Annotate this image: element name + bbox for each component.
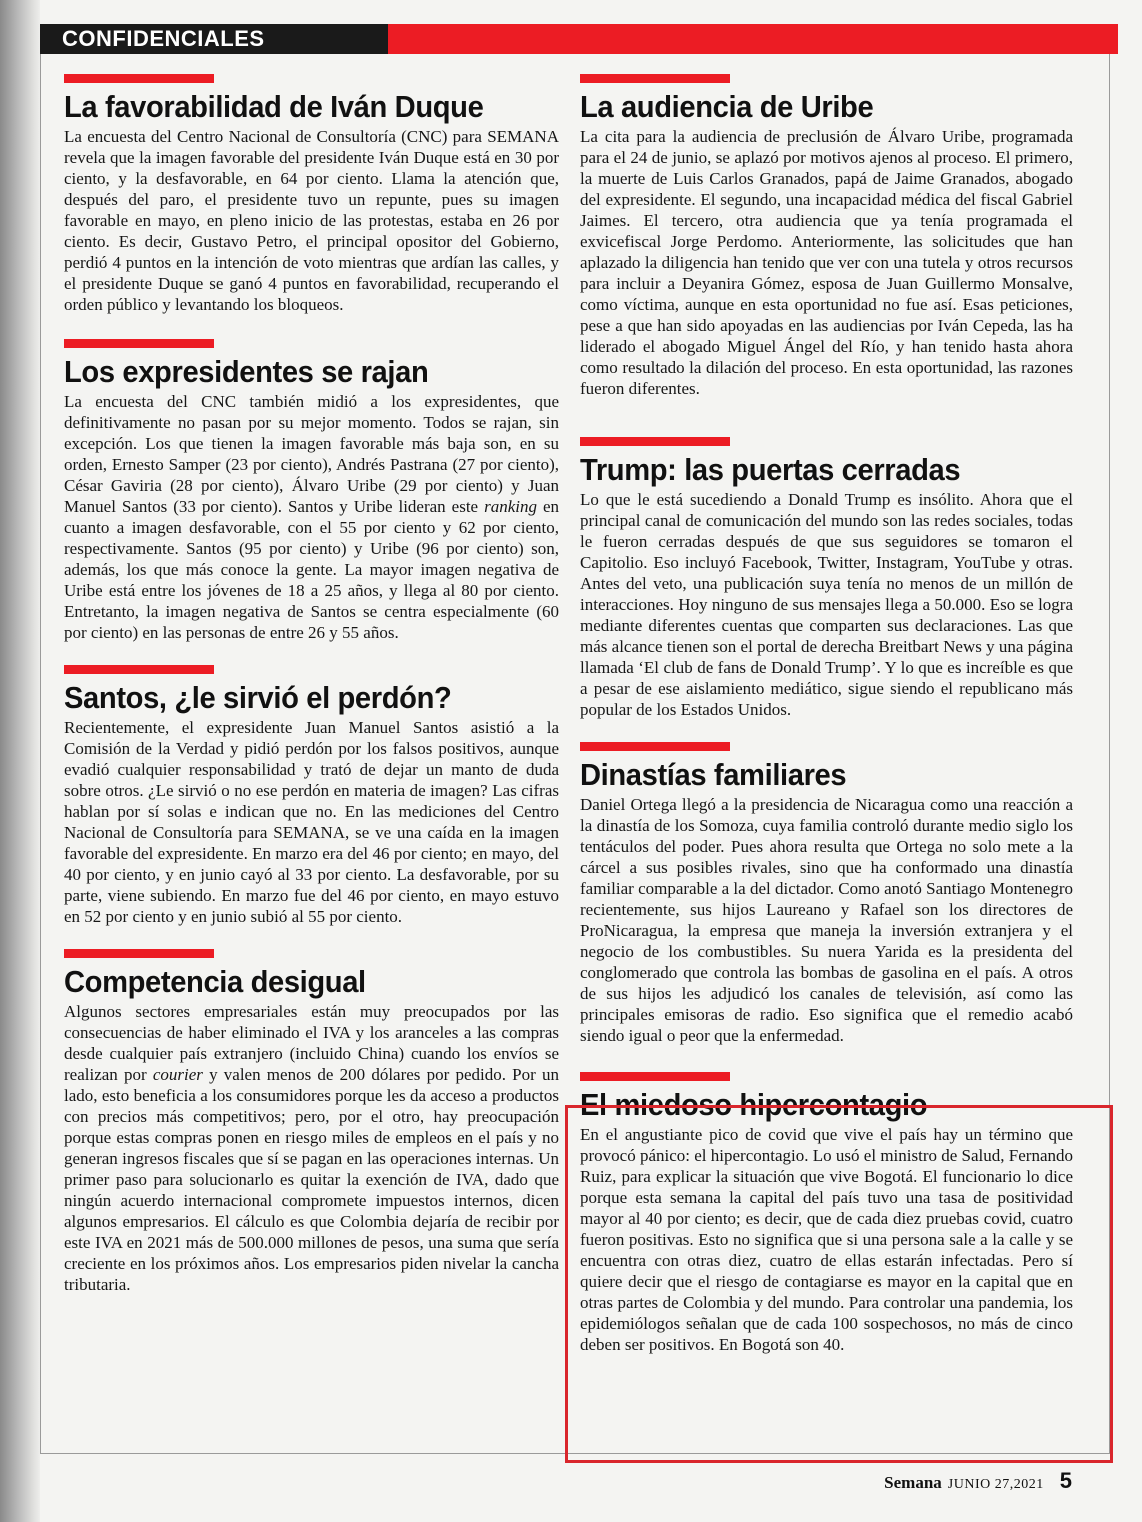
- article-competencia-desigual: [64, 949, 559, 1295]
- article-title: Dinastías familiares: [580, 757, 847, 792]
- article-body-text: Algunos sectores empresariales están muy preocupados por las consecuencias de haber eliminado el IVA y los aranceles a las compras desde cualquier país extranjero (incluido China) cuando los envíos se realizan por: [64, 1002, 559, 1084]
- page-number: 5: [1059, 1468, 1072, 1493]
- article-title: El miedoso hipercontagio: [580, 1087, 928, 1122]
- article-red-bar: [64, 74, 214, 83]
- article-title: Santos, ¿le sirvió el perdón?: [64, 680, 452, 715]
- article-body: [64, 391, 559, 643]
- article-dinastias: [580, 742, 1073, 1046]
- article-title: La audiencia de Uribe: [580, 89, 874, 124]
- issue-date: JUNIO 27,2021: [947, 1477, 1044, 1492]
- article-body: La cita para la audiencia de preclusión de Álvaro Uribe, programada para el 24 de junio, se aplazó por motivos ajenos al proceso. El primero, la muerte de Luis Carlos Granados, papá de Jaime Granados, abogado del expresidente. El segundo, una incapacidad médica del fiscal Gabriel Jaimes. El tercero, otra audiencia que ya tenía programada el exvicefiscal Jorge Perdomo. Anteriormente, las solicitudes que han aplazado la diligencia han tenido que ver con una tutela y otros recursos para incluir a Deyanira Gómez, esposa de Juan Guillermo Monsalve, como víctima, aunque en esta oportunidad no fue así. Esas peticiones, pese a que han sido apoyadas en las audiencias por Iván Cepeda, las ha liderado el abogado Miguel Ángel del Río, y han tenido hasta ahora como resultado la dilación del proceso. En esta oportunidad, las razones fueron diferentes.: [580, 127, 1073, 398]
- article-body: Lo que le está sucediendo a Donald Trump es insólito. Ahora que el principal canal de comunicación del mundo son las redes sociales, todas le fueron cerradas después de que sus seguidores se tomaron el Capitolio. Eso incluyó Facebook, Twitter, Instagram, YouTube y otras. Antes del veto, una publicación suya tenía no menos de un millón de interacciones. Hoy ninguno de sus mensajes llega a 50.000. Eso se logra mediante diferentes cuentas que comparten sus declaraciones. Las que más alcance tienen son el portal de derecha Breitbart News y una página llamada ‘El club de fans de Donald Trump’. Y lo que es increíble es que a pesar de ese aislamiento mediático, sigue siendo el republicano más popular de los Estados Unidos.: [580, 490, 1073, 719]
- article-red-bar: [64, 665, 214, 674]
- article-title: Trump: las puertas cerradas: [580, 452, 961, 487]
- article-red-bar: [64, 339, 214, 348]
- article-expresidentes: [64, 339, 559, 643]
- article-body-italic: ranking: [484, 497, 537, 516]
- article-title: Competencia desigual: [64, 964, 366, 999]
- article-trump-puertas: [580, 437, 1073, 720]
- page-spine-shadow: [0, 0, 40, 1522]
- article-santos-perdon: [64, 665, 559, 927]
- section-label: CONFIDENCIALES: [40, 24, 388, 54]
- article-red-bar: [580, 742, 730, 751]
- left-column: [64, 74, 559, 1317]
- article-red-bar: [580, 437, 730, 446]
- article-red-bar: [64, 949, 214, 958]
- article-body-text: en cuanto a imagen desfavorable, con el 55 por ciento y 62 por ciento, respectivamente. Santos (95 por ciento) y Uribe (96 por ciento) son, además, los que más conoce la gente. La mayor imagen negativa de Uribe está entre los jóvenes de 18 a 25 años, y llega al 80 por ciento. Entretanto, la imagen negativa de Santos se centra especialmente (60 por ciento) en las personas de entre 26 y 55 años.: [64, 497, 559, 642]
- article-title: Los expresidentes se rajan: [64, 354, 429, 389]
- article-body-text: y valen menos de 200 dólares por pedido. Por un lado, esto beneficia a los consumidores porque les da acceso a productos con precios más competitivos; pero, por el otro, hay preocupación porque estas compras ponen en riesgo miles de empleos en el país y no generan ingresos fiscales que sí se pagan en las operaciones internas. Un primer paso para solucionarlo es quitar la exención de IVA, dado que ningún acuerdo internacional compromete impuestos internos, dicen algunos empresarios. El cálculo es que Colombia dejaría de recibir por este IVA en 2021 más de 500.000 millones de pesos, una suma que sería creciente en los próximos años. Los empresarios piden nivelar la cancha tributaria.: [64, 1065, 559, 1294]
- article-body: Recientemente, el expresidente Juan Manuel Santos asistió a la Comisión de la Verdad y pidió perdón por los falsos positivos, aunque evadió cualquier responsabilidad y trató de dejar un manto de duda sobre otros. ¿Le sirvió o no ese perdón en materia de imagen? Las cifras hablan por sí solas e indican que no. En las mediciones del Centro Nacional de Consultoría para SEMANA, se ve una caída en la imagen favorable del expresidente. En marzo era del 46 por ciento; en mayo, del 40 por ciento, y en junio cayó al 33 por ciento. La desfavorable, por su parte, viene subiendo. En marzo fue del 46 por ciento, en mayo estuvo en 52 por ciento y en junio subió al 55 por ciento.: [64, 718, 559, 926]
- section-header-bar: [40, 24, 1118, 54]
- article-body: La encuesta del Centro Nacional de Consultoría (CNC) para SEMANA revela que la imagen favorable del presidente Iván Duque está en 30 por ciento, y la desfavorable, en 64 por ciento. Llama la atención que, después del paro, el presidente tuvo un repunte, pues su imagen favorable en mayo, en pleno inicio de las protestas, estaba en 26 por ciento. Es decir, Gustavo Petro, el principal opositor del Gobierno, perdió 4 puntos en la intención de voto mientras que ardían las calles, y el presidente Duque se ganó 4 puntos en favorabilidad, recuperando el orden público y levantando los bloqueos.: [64, 127, 559, 314]
- article-title: La favorabilidad de Iván Duque: [64, 89, 484, 124]
- article-body-text: La encuesta del CNC también midió a los expresidentes, que definitivamente no pasan por su mejor momento. Todos se rajan, sin excepción. Los que tienen la imagen favorable más baja son, en su orden, Ernesto Samper (23 por ciento), Andrés Pastrana (27 por ciento), César Gaviria (28 por ciento), Álvaro Uribe (29 por ciento) y Juan Manuel Santos (33 por ciento). Santos y Uribe lideran este: [64, 392, 559, 516]
- article-body: [64, 1001, 559, 1295]
- article-audiencia-uribe: [580, 74, 1073, 399]
- article-red-bar: [580, 1072, 730, 1081]
- page-footer: [884, 1468, 1072, 1494]
- highlight-box: [565, 1105, 1113, 1463]
- magazine-name: Semana: [884, 1473, 942, 1492]
- article-body: Daniel Ortega llegó a la presidencia de Nicaragua como una reacción a la dinastía de los Somoza, cuya familia controló durante medio siglo los tentáculos del poder. Pues ahora resulta que Ortega no solo mete a la cárcel a sus posibles rivales, sino que ha conformado una dinastía familiar comparable a la del dictador. Como anotó Santiago Montenegro recientemente, sus hijos Laureano y Rafael son los directores de ProNicaragua, la empresa que maneja la inversión extranjera y el negocio de los combustibles. Su nuera Yarida es la presidenta del conglomerado que controla las bombas de gasolina en el país. A otros de sus hijos les adjudicó los canales de televisión, así como las principales emisoras de radio. Eso significa que el remedio acabó siendo igual o peor que la enfermedad.: [580, 795, 1073, 1045]
- article-body: En el angustiante pico de covid que vive el país hay un término que provocó pánico: el hipercontagio. Lo usó el ministro de Salud, Fernando Ruiz, para explicar la situación que vive Bogotá. El funcionario lo dice porque esta semana la capital del país tuvo una tasa de positividad mayor al 40 por ciento; es decir, que de cada diez pruebas covid, cuatro fueron positivas. Esto no significa que si una persona sale a la calle y se encuentra con otras diez, cuatro de ellas estarán infectadas. Pero sí quiere decir que el riesgo de contagiarse es mayor en la capital que en otras partes de Colombia y del mundo. Para controlar una pandemia, los epidemiólogos señalan que de cada 100 sospechosos, no más de cinco deben ser positivos. En Bogotá son 40.: [580, 1125, 1073, 1354]
- article-red-bar: [580, 74, 730, 83]
- article-favorabilidad-duque: [64, 74, 559, 315]
- article-body-italic: courier: [152, 1065, 203, 1084]
